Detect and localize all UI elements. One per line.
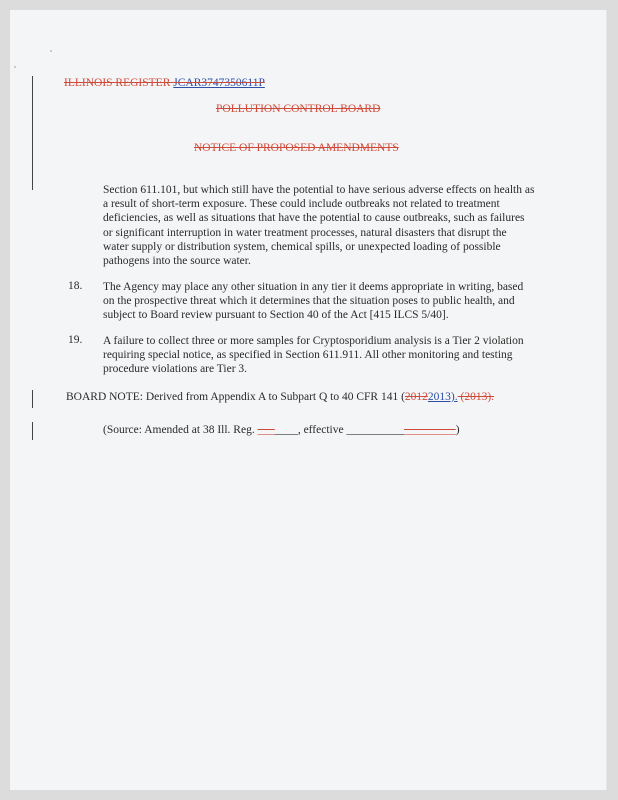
source-middle: , effective bbox=[297, 424, 347, 436]
change-bar bbox=[32, 390, 33, 408]
source-reg-deleted: ___ bbox=[257, 424, 275, 436]
change-bar bbox=[32, 76, 33, 190]
change-bar bbox=[32, 422, 33, 440]
register-deleted-text: ILLINOIS REGISTER bbox=[64, 77, 171, 89]
board-note-deleted-year: 2012 bbox=[404, 391, 428, 403]
register-inserted-text: JCAR3747350611P bbox=[173, 77, 265, 89]
board-note-deleted-tail: (2013). bbox=[457, 391, 495, 403]
board-note bbox=[66, 390, 586, 404]
notice-header: NOTICE OF PROPOSED AMENDMENTS bbox=[194, 142, 399, 154]
source-prefix: (Source: Amended at 38 Ill. Reg. bbox=[103, 424, 258, 436]
item-number: 19. bbox=[68, 334, 83, 346]
register-header bbox=[64, 77, 265, 89]
source-suffix: ) bbox=[455, 424, 460, 436]
item-text: The Agency may place any other situation in any tier it deems appropriate in writing, based on the prospective threat which it determines that the situation poses to public health, and subject to Board review pursuant to Section 40 of the Act [415 ILCS 5/40]. bbox=[103, 281, 524, 322]
board-header: POLLUTION CONTROL BOARD bbox=[216, 103, 381, 115]
item-text: A failure to collect three or more samples for Cryptosporidium analysis is a Tier 2 violation requiring special notice, as specified in Section 611.911. All other monitoring and testing procedure violations are Tier 3. bbox=[103, 335, 524, 376]
scan-speck bbox=[50, 50, 52, 52]
continuation-paragraph: Section 611.101, but which still have the potential to have serious adverse effects on health as a result of short-term exposure. These could include outbreaks not related to treatment deficiencies, as well as situations that have the potential to cause outbreaks, such as failures or significant interruption in water treatment processes, natural disasters that disrupt the water supply or distribution system, chemical spills, or unexpected loading of possible pathogens into the source water. bbox=[103, 184, 535, 268]
source-reg-blank: ____ bbox=[274, 424, 298, 436]
source-eff-deleted: _________ bbox=[403, 424, 456, 436]
scan-speck bbox=[14, 66, 16, 68]
board-note-inserted-period: . bbox=[454, 391, 458, 403]
board-note-inserted-year: 2013) bbox=[427, 391, 455, 403]
board-note-prefix: BOARD NOTE: Derived from Appendix A to Subpart Q to 40 CFR 141 ( bbox=[66, 391, 405, 403]
document-page bbox=[10, 10, 607, 790]
source-eff-blank: __________ bbox=[346, 424, 404, 436]
source-note bbox=[103, 423, 583, 437]
item-number: 18. bbox=[68, 280, 83, 292]
